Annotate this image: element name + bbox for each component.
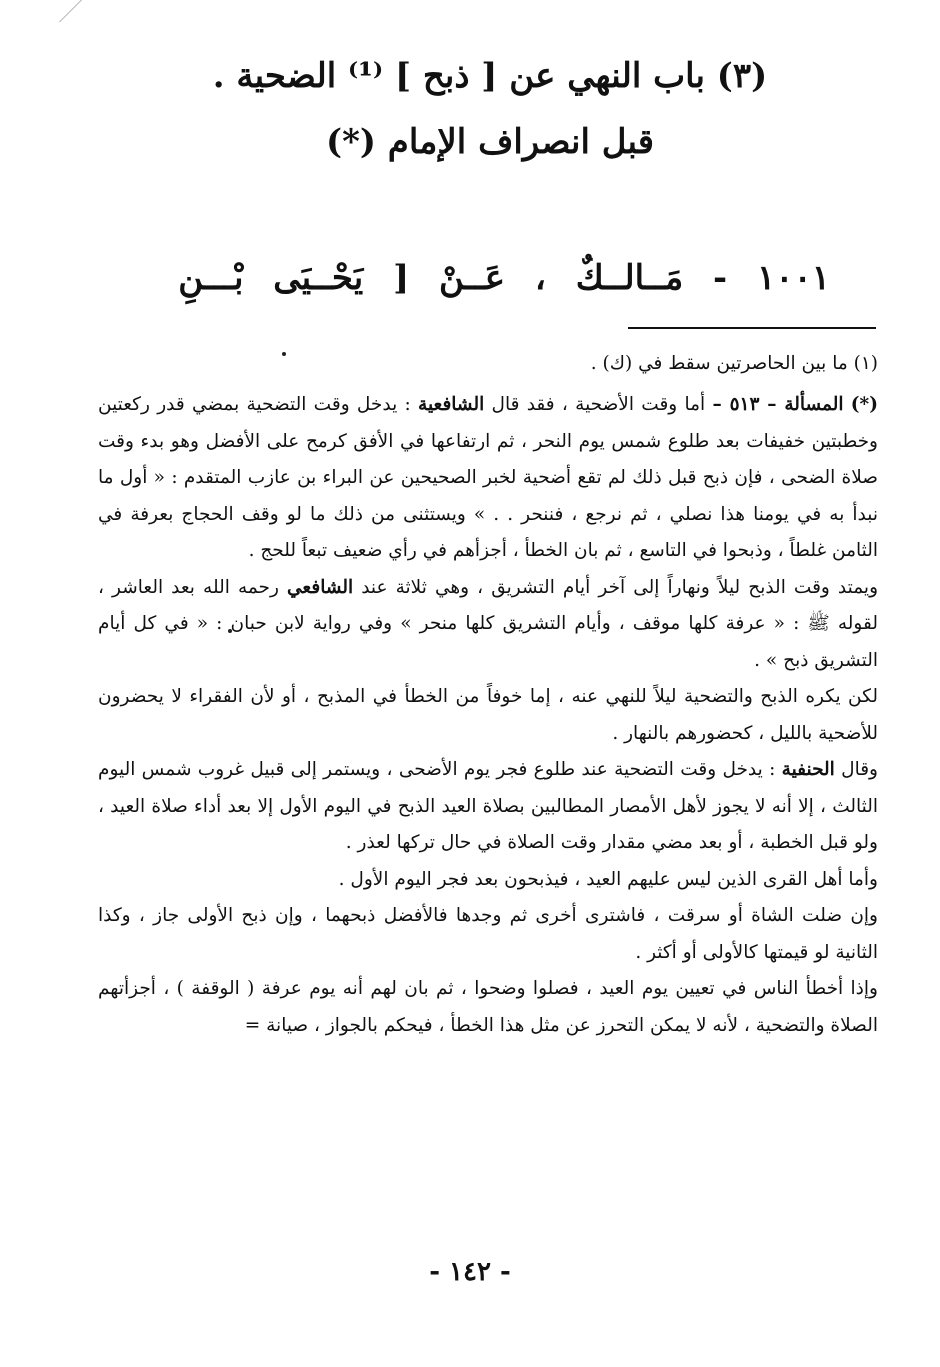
note-paragraph-2 (98, 570, 878, 680)
school-name: الشافعية (418, 394, 485, 415)
note-text: : يدخل وقت التضحية عند طلوع فجر يوم الأضحى ، ويستمر إلى قبيل غروب شمس اليوم الثالث ، إلا أنه لا يجوز لأهل الأمصار المطالبين بصلاة العيد الذبح في اليوم الأول إلا بعد أداء صلاة العيد ، ولو قبل الخطبة ، أو بعد مضي مقدار وقت الصلاة في حال تركها لعذر . (98, 759, 878, 853)
chapter-subtitle: قبل انصراف الإمام (*) (325, 122, 655, 162)
note-paragraph-7: وإذا أخطأ الناس في تعيين يوم العيد ، فصلوا وضحوا ، ثم بان لهم أنه يوم عرفة ( الوقفة ) ، أجزأتهم الصلاة والتضحية ، لأنه لا يمكن التحرز عن مثل هذا الخطأ ، فيحكم بالجواز ، صيانة = (98, 978, 878, 1036)
note-text: رحمه الله بعد العاشر ، لقوله ﷺ : « عرفة كلها موقف ، وأيام التشريق كلها منحر » وفي رواية لابن حبان : « في كل أيام التشريق ذبح » . (98, 576, 878, 671)
note-text: أما وقت الأضحية ، فقد قال (484, 394, 713, 415)
footnote (98, 346, 878, 383)
scholar-name: الشافعي (287, 576, 354, 598)
note-text: : يدخل وقت التضحية بمضي قدر ركعتين وخطبتين خفيفات بعد طلوع شمس يوم النحر ، ثم ارتفاعها في الأفق كرمح على الأفضل وهو بدء وقت صلاة الضحى ، فإن ذبح قبل ذلك لم تقع أضحية لخبر الصحيحين عن البراء بن عازب المتقدم : « أول ما نبدأ به في يومنا هذا نصلي ، ثم نرجع ، فننحر . . » ويستثنى من ذلك ما لو وقف الحجاج بعرفة في الثامن غلطاً ، وذبحوا في التاسع ، ثم بان الخطأ ، أجزأهم في رأي ضعيف تبعاً للحج . (98, 394, 878, 561)
note-text: ويمتد وقت الذبح ليلاً ونهاراً إلى آخر أيام التشريق ، وهي ثلاثة عند (353, 576, 879, 598)
note-paragraph-1 (98, 387, 878, 570)
chapter-title: (٣) باب النهي عن [ ذبح ] ⁽¹⁾ الضحية . (212, 56, 768, 96)
commentary-note (98, 387, 878, 1044)
note-text: وقال (834, 759, 878, 780)
note-marker: (*) (850, 394, 878, 415)
note-paragraph-3: لكن يكره الذبح والتضحية ليلاً للنهي عنه ، إما خوفاً من الخطأ في المذبح ، أو لأن الفقراء لا يحضرون للأضحية بالليل ، كحضورهم بالنهار . (98, 686, 878, 744)
footnote-separator (628, 327, 876, 329)
school-name: الحنفية (781, 759, 835, 780)
note-lead: المسألة – ٥١٣ – (712, 394, 844, 415)
note-paragraph-5: وأما أهل القرى الذين ليس عليهم العيد ، فيذبحون بعد فجر اليوم الأول . (338, 868, 878, 890)
footnote-text: (١) ما بين الحاصرتين سقط في (ك) . (590, 353, 878, 374)
page-number: - ١٤٢ - (429, 1257, 511, 1287)
note-paragraph-6: وإن ضلت الشاة أو سرقت ، فاشترى أخرى ثم وجدها فالأفضل ذبحهما ، وإن ذبح الأولى جاز ، وكذا الثانية لو قيمتها كالأولى أو أكثر . (98, 905, 878, 963)
hadith-opening: ١٠٠١ - مَــالــكٌ ، عَــنْ [ يَحْــيَى بْـــنِ (178, 258, 830, 298)
note-paragraph-4 (98, 752, 878, 862)
scan-artifact (59, 0, 112, 22)
